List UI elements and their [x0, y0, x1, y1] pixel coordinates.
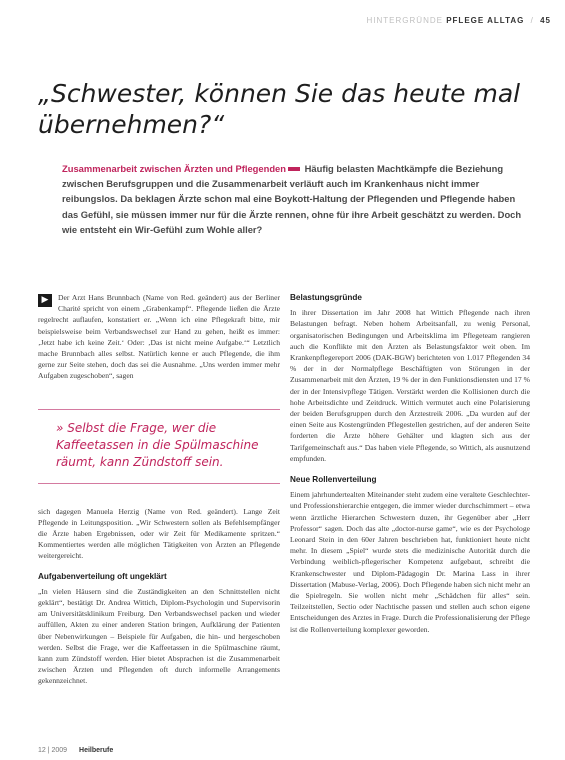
belastungsgruende-paragraph: In ihrer Dissertation im Jahr 2008 hat Wittich Pflegende nach ihren Belastungen befragt. Neben hohem Arbeitsanfall, zu wenig Personal, organisatorischen Bedingungen und Arbeitsklima im Pflegeteam rangieren auch die Konflikte mit den Ärzten als Belastungsfaktor weit oben. Im Krankenpflegereport 2006 (DAK-BGW) berichteten von 1.017 Pflegenden 34 % der in der Normalpflege Beschäftigten von Störungen in der Zusammenarbeit mit den Ärzten, 19 % der in den Funktionsdiensten und 17 % der in der Intensivpflege Tätigen. Verstärkt werden die Kollisionen durch die hohe Arbeitsdichte und Zeitdruck. Wittich vermutet auch eine Polarisierung der beiden Berufsgruppen durch den Ärztestreik 2006. „Da wurden auf der einen Seite aus Kostengründen Pflegestellen gestrichen, auf der anderen Seite forderten die Ärzte höhere Gehälter und klagten sich aus der Tarifgemeinschaft aus.“ Das haben viele Pflegende, so Wittich, als ausnutzend empfunden.: [290, 308, 530, 463]
subhead-belastungsgruende: Belastungsgründe: [290, 293, 362, 302]
page-footer: [38, 747, 113, 754]
pull-quote: » Selbst die Frage, wer die Kaffeetassen in die Spülmaschine räumt, kann Zündstoff sein.: [38, 409, 280, 484]
intro-paragraph: [38, 292, 280, 382]
aufgabenverteilung-paragraph: „In vielen Häusern sind die Zuständigkeiten an den Schnittstellen nicht geklärt“, bestätigt Dr. Andrea Wittich, Diplom-Psychologin und Supervisorin am Universitätsklinikum Freiburg. Den Verbandswechsel packen und wieder auffüllen, Akten zu einer anderen Station bringen, Aufklärung der Patienten über Nebenwirkungen – Beispiele für Aufgaben, die hin- und hergeschoben werden. Selbst die Frage, wer die Kaffeetassen in die Spülmaschine räumt, kann zum Zündstoff werden. Hier bietet Absprachen ist die Zusammenarbeit zwischen Ärzten und Pflegenden oft durch informelle Arrangements gekennzeichnet.: [38, 586, 280, 686]
magazine-name: Heilberufe: [79, 747, 114, 754]
after-quote-paragraph: sich dagegen Manuela Herzig (Name von Red. geändert). Lange Zeit Pflegende in Leitungsposition. „Wir Schwestern sollen als Befehlsempfänger die Ärzte haben Ergebnissen, oder wir Zeit für Medikamente spritzen.“ Kommentiertes werden alle möglichen Tätigkeiten von Ärzten an Pflegende weitergereicht.: [38, 506, 280, 561]
intro-text: Der Arzt Hans Brunnbach (Name von Red. geändert) aus der Berliner Charité spricht von einem „Grabenkampf“. Pflegende ließen die Ärzte regelrecht auflaufen, konstatiert er. „Wenn ich eine Pflegekraft bitte, mir beispielsweise beim Verbandswechsel zur Hand zu gehen, heißt es immer: ‚Jetzt habe ich keine Zeit.‘ Oder: ‚Das ist nicht meine Aufgabe.‘“ Letztlich mache Brunnbach alles selbst. Natürlich kenne er auch Pflegende, die ihm gerne zur Seite stehen, doch das sei die Ausnahme. „Uns werden immer mehr Aufgaben zugeschoben“, sagen: [38, 293, 280, 381]
arrow-right-icon: ▶: [38, 294, 52, 307]
issue-number: 12 | 2009: [38, 747, 68, 754]
page-number: 45: [540, 16, 551, 25]
right-column: [290, 292, 530, 635]
left-column: [38, 292, 280, 687]
subhead-aufgabenverteilung: Aufgabenverteilung oft ungeklärt: [38, 571, 167, 581]
lead-kicker: Zusammenarbeit zwischen Ärzten und Pflegenden: [62, 163, 286, 174]
article-lead: [62, 161, 522, 237]
subhead-rollenverteilung: Neue Rollenverteilung: [290, 475, 377, 485]
lead-text: Häufig belasten Machtkämpfe die Beziehung zwischen Berufsgruppen und die Zusammenarbeit verläuft auch im Krankenhaus nicht immer reibungslos. Da beklagen Ärzte schon mal eine Boykott-Haltung der Pflegenden und Pflegende haben das Gefühl, sie müssen immer nur für die Ärzte rennen, ohne für ihre Arbeit geschätzt zu werden. Doch wie entsteht ein Wir-Gefühl zum Wohle aller?: [62, 163, 522, 235]
header-section: PFLEGE ALLTAG: [446, 16, 525, 25]
kicker-dash: [288, 167, 300, 171]
page-header: [367, 16, 551, 25]
rollenverteilung-paragraph: Einem jahrhundertealten Miteinander steht zudem eine veraltete Geschlechter- und Professionshierarchie entgegen, die immer wieder durchschimmert – etwa wenn ärztliche Hierarchen Schwestern duzen, ihr Gegenüber aber „Herr Professor“ sagen. Doch das alte „doctor-nurse game“, wie es der Psychologe Leonard Stein in den 60er Jahren beschrieben hat, funktioniert heute nicht mehr. In diesem „Spiel“ wurde stets die medizinische Autorität durch die Verbindung weiblich-pflegerischer Kompetenz aufgebaut, schreibt die Krankenschwester und Diplom-Pädagogin Dr. Marina Lass in ihrer Dissertation (Mabuse-Verlag, 2006). Doch Pflegende haben sich nicht mehr an die Spielregeln. Sie wollen nicht mehr „Schädchen für alles“ sein. Teilzeitstellen, Sectio oder Nachtische passen und stellen auch schon eigene Entscheidungen des Arztes in Frage. Durch die Professionalisierung der Pflege ist die Rollenverteilung komplexer geworden.: [290, 490, 530, 634]
header-separator: /: [530, 16, 534, 25]
article-title: „Schwester, können Sie das heute mal übernehmen?“: [38, 79, 521, 139]
header-rubric: HINTERGRÜNDE: [366, 16, 443, 25]
